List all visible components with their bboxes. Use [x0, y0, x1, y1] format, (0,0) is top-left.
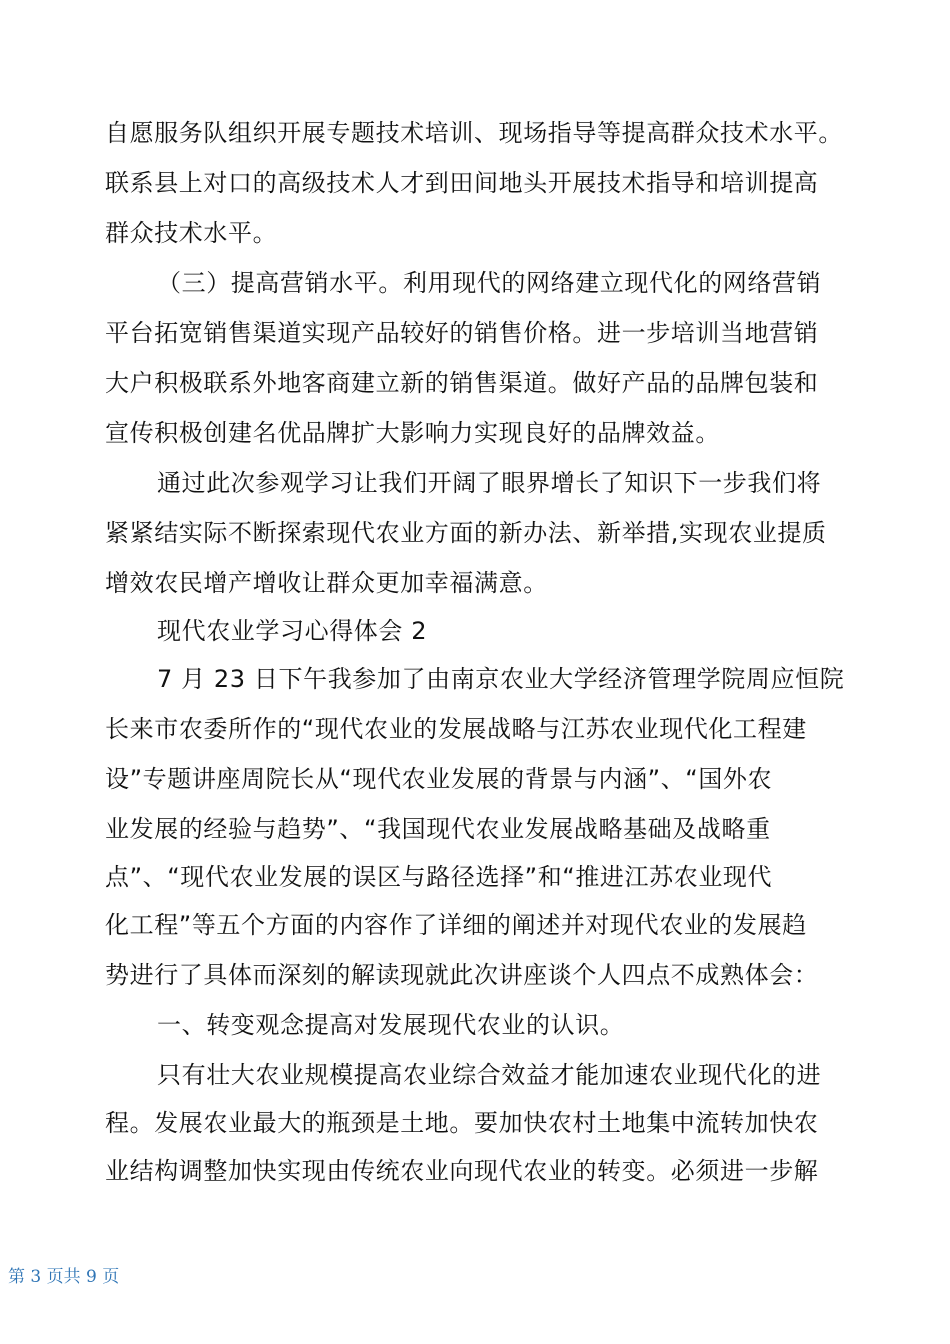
article-title: 现代农业学习心得体会 2 — [157, 617, 428, 645]
paragraph-line: 业结构调整加快实现由传统农业向现代农业的转变。必须进一步解 — [105, 1157, 819, 1185]
paragraph-line: 点”、“现代农业发展的误区与路径选择”和“推进江苏农业现代 — [105, 863, 773, 891]
paragraph-line: 长来市农委所作的“现代农业的发展战略与江苏农业现代化工程建 — [105, 715, 807, 743]
paragraph-line: 增效农民增产增收让群众更加幸福满意。 — [105, 569, 548, 597]
section-heading-line: 一、转变观念提高对发展现代农业的认识。 — [157, 1011, 625, 1039]
paragraph-line: 只有壮大农业规模提高农业综合效益才能加速农业现代化的进 — [157, 1061, 822, 1089]
paragraph-line: 化工程”等五个方面的内容作了详细的阐述并对现代农业的发展趋 — [105, 911, 807, 939]
paragraph-line: 势进行了具体而深刻的解读现就此次讲座谈个人四点不成熟体会： — [105, 961, 819, 989]
page-indicator: 第 3 页共 9 页 — [8, 1267, 120, 1287]
paragraph-line: 群众技术水平。 — [105, 219, 278, 247]
paragraph-line: 平台拓宽销售渠道实现产品较好的销售价格。进一步培训当地营销 — [105, 319, 819, 347]
paragraph-line: 7 月 23 日下午我参加了由南京农业大学经济管理学院周应恒院 — [157, 665, 845, 693]
section-heading-line: （三）提高营销水平。利用现代的网络建立现代化的网络营销 — [157, 269, 822, 297]
paragraph-line: 程。发展农业最大的瓶颈是土地。要加快农村土地集中流转加快农 — [105, 1109, 819, 1137]
paragraph-line: 自愿服务队组织开展专题技术培训、现场指导等提高群众技术水平。 — [105, 119, 843, 147]
paragraph-line: 设”专题讲座周院长从“现代农业发展的背景与内涵”、“国外农 — [105, 765, 773, 793]
paragraph-line: 大户积极联系外地客商建立新的销售渠道。做好产品的品牌包装和 — [105, 369, 819, 397]
paragraph-line: 业发展的经验与趋势”、“我国现代农业发展战略基础及战略重 — [105, 815, 771, 843]
paragraph-line: 紧紧结实际不断探索现代农业方面的新办法、新举措,实现农业提质 — [105, 519, 827, 547]
paragraph-line: 联系县上对口的高级技术人才到田间地头开展技术指导和培训提高 — [105, 169, 819, 197]
paragraph-line: 通过此次参观学习让我们开阔了眼界增长了知识下一步我们将 — [157, 469, 822, 497]
paragraph-line: 宣传积极创建名优品牌扩大影响力实现良好的品牌效益。 — [105, 419, 720, 447]
